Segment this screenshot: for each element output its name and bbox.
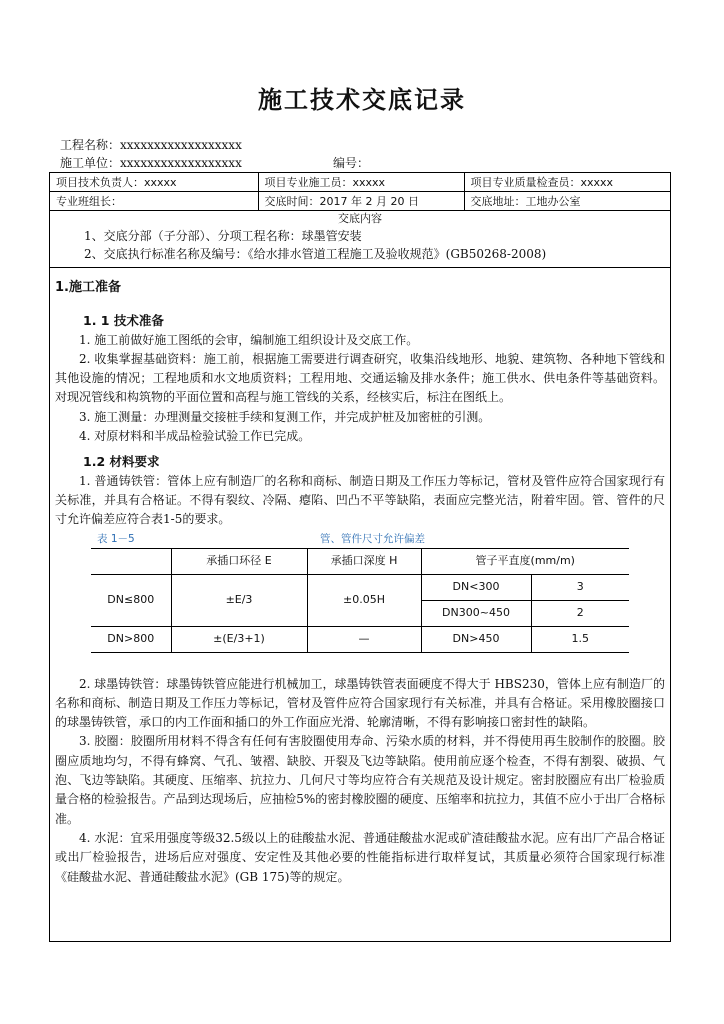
table-cell: DN>450 xyxy=(421,626,531,652)
heading-construction-prep: 1.施工准备 xyxy=(55,280,121,295)
paragraph: 3. 胶圈：胶圈所用材料不得含有任何有害胶圈使用寿命、污染水质的材料，并不得使用再生胶制作的胶圈。胶圈应质地均匀，不得有蜂窝、气孔、皱褶、缺胶、开裂及飞边等缺陷。使用前应逐个检查，不得有割裂、破损、气泡、飞边等缺陷。其硬度、压缩率、抗拉力、几何尺寸等均应符合有关规范及设计规定。密封胶圈应有出厂检验质量合格的检验报告。产品到达现场后，应抽检5%的密封橡胶圈的硬度、压缩率和抗拉力，其值不应小于出厂合格标准。 xyxy=(55,734,665,826)
heading-technical-prep: 1. 1 技术准备 xyxy=(83,313,164,329)
paragraph: 1. 施工前做好施工图纸的会审，编制施工组织设计及交底工作。 xyxy=(79,332,419,347)
info-cell: 专业班组长： xyxy=(50,192,258,211)
overview-line-2: 2、交底执行标准名称及编号：《给水排水管道工程施工及验收规范》(GB50268-2008) xyxy=(84,247,547,261)
table-cell: 1.5 xyxy=(531,626,629,652)
unit-label: 施工单位： xyxy=(60,156,121,170)
paragraph: 2. 收集掌握基础资料：施工前，根据施工需要进行调查研究，收集沿线地形、地貌、建筑物、各种地下管线和其他设施的情况；工程地质和水文地质资料；工程用地、交通运输及排水条件；施工供水、供电条件等基础资料。对现况管线和构筑物的平面位置和高程与施工管线的关系，经核实后，标注在图纸上。 xyxy=(55,351,665,405)
info-cell: 项目技术负责人：xxxxx xyxy=(50,173,258,192)
table-cell: DN<300 xyxy=(421,574,531,600)
paragraph: 3. 施工测量：办理测量交接桩手续和复测工作，并完成护桩及加密桩的引测。 xyxy=(79,409,491,424)
table-number: 表 1－5 xyxy=(97,532,135,545)
paragraph: 4. 对原材料和半成品检验试验工作已完成。 xyxy=(79,429,311,444)
table-cell: 2 xyxy=(531,600,629,626)
table-header-cell: 管子平直度(mm/m) xyxy=(421,548,629,574)
project-name-value: xxxxxxxxxxxxxxxxxx xyxy=(120,138,242,152)
unit-line xyxy=(60,154,370,171)
paragraph: 2. 球墨铸铁管：球墨铸铁管应能进行机械加工，球墨铸铁管表面硬度不得大于 HBS230，管体上应有制造厂的名称和商标、制造日期及工作压力等标记，管材及管件应符合国家现行有关标准，并具有合格证。采用橡胶圈接口的球墨铸铁管，承口的内工作面和插口的外工作面应光滑、轮廓清晰，不得有影响接口密封性的缺陷。 xyxy=(55,676,665,730)
record-form xyxy=(49,172,671,942)
table-cell: ±E/3 xyxy=(171,574,307,626)
table-cell: DN≤800 xyxy=(91,574,171,626)
tolerance-table xyxy=(91,548,629,653)
table-cell: DN>800 xyxy=(91,626,171,652)
table-cell: 3 xyxy=(531,574,629,600)
info-cell: 项目专业质量检查员：xxxxx xyxy=(464,173,670,192)
heading-material-requirements: 1.2 材料要求 xyxy=(83,454,160,470)
section-header: 交底内容 xyxy=(338,212,382,225)
table-cell: ±0.05H xyxy=(307,574,421,626)
info-cell: 交底地址：工地办公室 xyxy=(464,192,670,211)
content-body xyxy=(50,268,670,887)
info-row xyxy=(50,173,670,192)
info-cell: 项目专业施工员：xxxxx xyxy=(258,173,464,192)
table-cell: ±(E/3+1) xyxy=(171,626,307,652)
unit-value: xxxxxxxxxxxxxxxxxx xyxy=(120,156,242,170)
info-cell: 交底时间：2017 年 2 月 20 日 xyxy=(258,192,464,211)
table-caption xyxy=(55,530,665,548)
document-title: 施工技术交底记录 xyxy=(258,85,466,114)
paragraph: 1. 普通铸铁管：管体上应有制造厂的名称和商标、制造日期及工作压力等标记，管材及管件应符合国家现行有关标准，并具有合格证。不得有裂纹、冷隔、瘪陷、凹凸不平等缺陷，表面应完整光洁，附着牢固。管、管件的尺寸允许偏差应符合表1-5的要求。 xyxy=(55,473,665,527)
table-header-cell xyxy=(91,548,171,574)
table-cell: — xyxy=(307,626,421,652)
table-row xyxy=(91,574,629,600)
table-header-cell: 承插口深度 H xyxy=(307,548,421,574)
overview-line-1: 1、交底分部（子分部）、分项工程名称：球墨管安装 xyxy=(84,229,362,243)
table-cell: DN300~450 xyxy=(421,600,531,626)
personnel-table xyxy=(50,173,670,211)
table-title: 管、管件尺寸允许偏差 xyxy=(320,532,425,545)
info-row xyxy=(50,192,670,211)
table-header-cell: 承插口环径 E xyxy=(171,548,307,574)
table-row xyxy=(91,626,629,652)
table-header-row xyxy=(91,548,629,574)
project-name-label: 工程名称： xyxy=(60,138,121,152)
number-label: 编号： xyxy=(333,156,370,170)
paragraph: 4. 水泥：宜采用强度等级32.5级以上的硅酸盐水泥、普通硅酸盐水泥或矿渣硅酸盐水泥。应有出厂产品合格证或出厂检验报告，进场后应对强度、安定性及其他必要的性能指标进行取样复试，其质量必须符合国家现行标准《硅酸盐水泥、普通硅酸盐水泥》(GB 175)等的规定。 xyxy=(55,830,665,884)
project-name-line xyxy=(60,136,242,153)
